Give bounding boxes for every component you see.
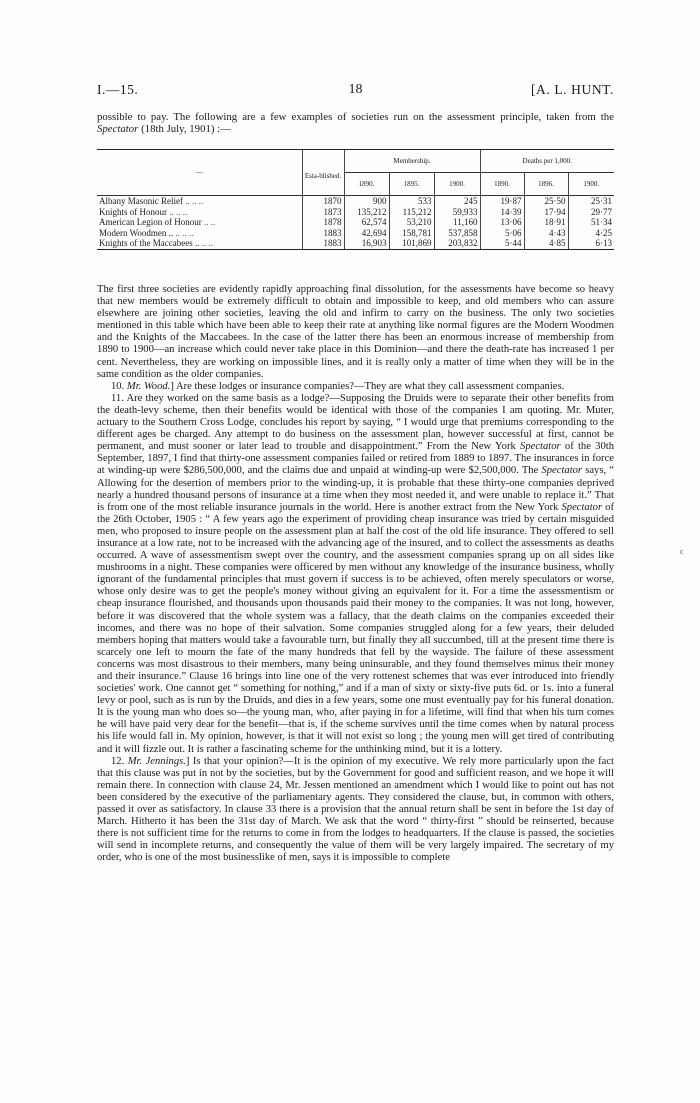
membership-cell: 101,869 — [389, 238, 434, 249]
paragraph-10: 10. Mr. Wood.] Are these lodges or insurance companies?—They are what they call assessment companies. — [111, 380, 565, 392]
intro-text: possible to pay. The following are a few examples of societies run on the assessment principle, taken from the — [97, 111, 614, 123]
witness-name: [A. L. HUNT. — [530, 82, 614, 97]
deaths-cell: 4·43 — [524, 228, 568, 239]
document-reference: I.—15. — [97, 82, 139, 97]
paragraph-dissolution: The first three societies are evidently rapidly approaching final dissolution, for the assessments have become so heavy that new members would be extremely difficult to obtain and impossible to keep, and old members who can assure elsewhere are joining other societies, leaving the old and infirm to carry on the business. The only two societies mentioned in this table which have been able to keep their rate at anything like normal figures are the Modern Woodmen and the Knights of the Maccabees. In the case of the latter there has been an enormous increase of membership from 1890 to 1900—an increase which could never take place in this Dominion—and there the death-rate has increased 1 per cent. Nevertheless, they are working on impossible lines, and it is really only a matter of time when they will be in the same condition as the older companies. — [97, 284, 614, 380]
deaths-cell: 25·50 — [524, 196, 568, 207]
membership-year-header: 1895. — [389, 172, 434, 196]
page-number: 18 — [348, 82, 363, 97]
society-name: Albany Masonic Relief — [99, 196, 183, 206]
membership-cell: 115,212 — [389, 207, 434, 218]
page-header — [97, 82, 614, 102]
society-name: Knights of Honour — [99, 206, 167, 217]
membership-cell: 900 — [344, 196, 389, 207]
society-name: Knights of the Maccabees .. — [99, 238, 200, 248]
deaths-cell: 19·87 — [480, 196, 524, 207]
membership-cell: 533 — [389, 196, 434, 207]
membership-cell: 42,694 — [344, 228, 389, 239]
membership-cell: 158,781 — [389, 228, 434, 239]
table-row: Albany Masonic Relief .. .. .. 1870 900 533 245 19·87 25·50 25·31 — [99, 196, 612, 206]
deaths-year-header: 1890. — [480, 172, 524, 196]
established-cell: 1878 — [302, 217, 344, 228]
table-row: Knights of Honour .. .. .. 1873 135,212 115,212 59,933 14·39 17·94 29·77 — [99, 206, 612, 217]
deaths-cell: 5·06 — [480, 228, 524, 239]
membership-cell: 135,212 — [344, 207, 389, 218]
established-column-header: Esta-blished. — [302, 150, 344, 196]
deaths-group-header: Deaths per 1,000. — [480, 150, 614, 173]
membership-cell: 16,903 — [344, 238, 389, 249]
membership-cell: 59,933 — [434, 207, 480, 218]
established-cell: 1883 — [302, 228, 344, 239]
intro-text-end: (18th July, 1901) :— — [138, 123, 231, 136]
deaths-year-header: 1900. — [568, 172, 614, 196]
intro-paragraph — [97, 111, 614, 135]
deaths-cell: 14·39 — [480, 207, 524, 218]
membership-cell: 62,574 — [344, 217, 389, 228]
margin-mark: c — [680, 547, 684, 556]
deaths-cell: 25·31 — [568, 196, 614, 207]
paragraph-11: 11. Are they worked on the same basis as a lodge?—Supposing the Druids were to separate their other benefits from the death-levy scheme, then their benefits would be identical with those of the companies I am quoting. Mr. Muter, actuary to the Southern Cross Lodge, concludes his report by saying, “ I would urge that premiums corresponding to the different ages be charged. Any attempt to do business on the assessment plan, however successful at first, cannot be permanent, and must sooner or later lead to trouble and disappointment.” From the New York Spectator of the 30th September, 1897, I find that thirty-one assessment companies failed or retired from 1889 to 1897. The insurances in force at winding-up were $286,500,000, and the claims due and unpaid at winding-up were $2,500,000. The Spectator says, “ Allowing for the desertion of members prior to the winding-up, it is probable that these thirty-one companies deprived nearly a hundred thousand persons of insurance at a time when they most needed it, and were unable to replace it.” That is from one of the most reliable insurance journals in the world. Here is another extract from the New York Spectator of the 26th October, 1905 : “ A few years ago the experiment of providing cheap insurance was tried by certain misguided men, who proposed to insure people on the assessment plan at half the cost of the old life insurance. They offered to sell insurance at a low rate, not to be increased with the advancing age of the insured, and to collect the assessments as deaths occurred. A wave of assessmentism swept over the country, and the assessment companies sprang up on all sides like mushrooms in a night. These companies were officered by men without any knowledge of the insurance business, wholly ignorant of the fundamental principles that must govern if success is to be achieved, often merely speculators or worse, whose only desire was to get the people's money without giving an equivalent for it. For a time the assessmentism or cheap insurance flourished, and thousands upon thousands paid their money to the companies. It was not long, however, before it was discovered that the whole system was a fallacy, that the death claims on the companies exceeded their incomes, and there was no hope of their salvation. Some companies struggled along for a few years, their deluded members hoping that matters would take a favourable turn, but finally they all succumbed, till at the present time there is scarcely one left to mourn the fate of the many hundreds that fell by the wayside. The failure of these assessment concerns was most disastrous to their members, many being uninsurable, and they found themselves minus their money and their insurance.” Clause 16 brings into line one of the very rottenest schemes that was ever introduced into friendly societies' work. One cannot get “ something for nothing,” and if a man of sixty or sixty-five puts 6d. or 1s. into a funeral levy or pool, such as is run by the Druids, and dies in a few years, some one must eventually pay for his funeral donation. It is the young man who does so—the young man, who, after paying in for a lifetime, will find that when his turn comes he will have paid very dear for the benefit—that is, if the scheme survives until the time comes when by natural process his life would fall in. My opinion, however, is that it will not exist so long ; the young men will get tired of contributing and it will fizzle out. It is rather a fascinating scheme for the unthinking mind, but it is a lottery. — [97, 392, 615, 755]
intro-source: Spectator — [97, 123, 139, 136]
membership-cell: 11,160 — [434, 217, 480, 228]
deaths-cell: 13·06 — [480, 217, 524, 228]
established-cell: 1883 — [302, 238, 344, 249]
deaths-cell: 18·91 — [524, 217, 568, 228]
deaths-cell: 29·77 — [568, 207, 614, 218]
deaths-cell: 6·13 — [568, 238, 614, 249]
table-row: American Legion of Honour .. .. 1878 62,574 53,210 11,160 13·06 18·91 51·34 — [99, 217, 612, 227]
societies-table — [97, 149, 614, 250]
society-column-header: — — [97, 150, 302, 196]
deaths-cell: 5·44 — [480, 238, 524, 249]
deaths-cell: 51·34 — [568, 217, 614, 228]
established-cell: 1870 — [302, 196, 344, 207]
membership-year-header: 1900. — [434, 172, 480, 196]
membership-year-header: 1890. — [344, 172, 389, 196]
membership-cell: 203,832 — [434, 238, 480, 249]
society-name: American Legion of Honour — [99, 217, 202, 227]
table-row: Knights of the Maccabees .. .. .. 1883 16,903 101,869 203,832 5·44 4·85 6·13 — [99, 238, 612, 248]
established-cell: 1873 — [302, 207, 344, 218]
speaker-name: Mr. Wood. — [126, 380, 171, 392]
membership-group-header: Membership. — [344, 150, 480, 173]
membership-cell: 537,858 — [434, 228, 480, 239]
testimony-body — [97, 284, 614, 865]
membership-cell: 53,210 — [389, 217, 434, 228]
table-row: Modern Woodmen .. .. .. .. 1883 42,694 158,781 537,858 5·06 4·43 4·25 — [99, 227, 612, 238]
deaths-cell: 4·25 — [568, 228, 614, 239]
speaker-name: Mr. Jennings. — [127, 755, 186, 767]
membership-cell: 245 — [434, 196, 480, 207]
paragraph-12: 12. Mr. Jennings.] Is that your opinion?—It is the opinion of my executive. We rely more particularly upon the fact that this clause was put in not by the societies, but by the Government for good and sufficient reason, and we hope it will remain there. In connection with clause 24, Mr. Jessen mentioned an amendment which I would like to point out has not been considered by the executive of the parliamentary agents. They considered the clause, but, in common with others, passed it over as satisfactory. In clause 33 there is a provision that the annual return shall be sent in before the 1st day of March. Hitherto it has been the 31st day of March. We ask that the word “ thirty-first ” should be reinserted, because there is not sufficient time for the returns to come in from the lodges to headquarters. If the clause is passed, the societies will send in incomplete returns, and consequently the value of them will be very largely impaired. The secretary of my order, who is one of the most businesslike of men, says it is impossible to complete — [97, 755, 614, 864]
deaths-cell: 4·85 — [524, 238, 568, 249]
society-name: Modern Woodmen .. — [99, 227, 174, 238]
deaths-year-header: 1896. — [524, 172, 568, 196]
deaths-cell: 17·94 — [524, 207, 568, 218]
